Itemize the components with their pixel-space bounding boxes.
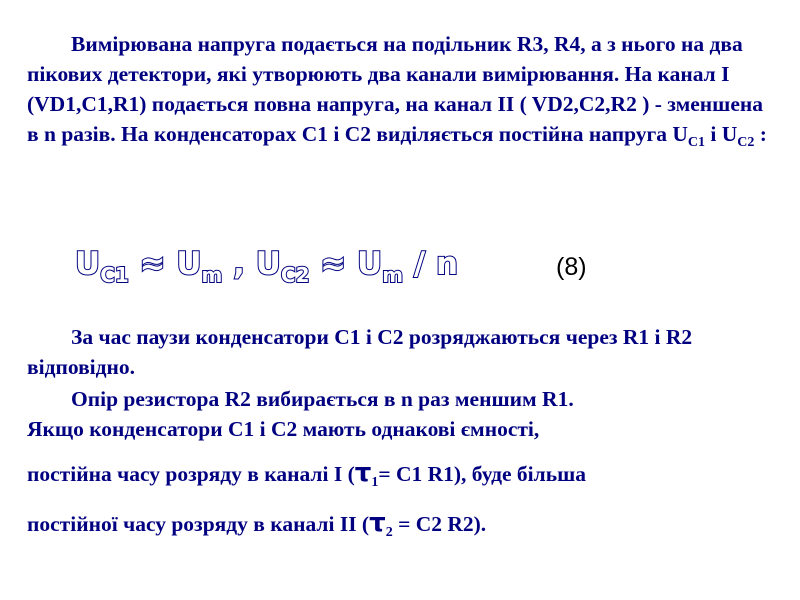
tau1-text-a: постійна часу розряду в каналі I ( [27, 462, 355, 486]
formula-sub-m-2: m [382, 263, 404, 287]
intro-text: Вимірювана напруга подається на подільник R3, R4, а з нього на два пікових детектори, які утворюють два канали вимірювання. На канал I (VD1,C1,R1) подається повна напруга, на канал II ( VD2,C2,R2 ) - зменшена в n разів. На конденсаторах C1 і C2 виділяється постійна напруга U [27, 32, 764, 146]
formula-sub-c1: C1 [100, 263, 129, 287]
tau-symbol-1: τ [354, 458, 372, 488]
subscript-c2: C2 [737, 135, 755, 150]
paragraph-capacitors-line2 [27, 414, 777, 444]
tau-symbol-2: τ [369, 508, 386, 538]
tau-sub-1: 1 [371, 475, 379, 490]
intro-text-3: : [754, 122, 767, 146]
discharge-text: За час паузи конденсатори C1 і C2 розряджаються через R1 і R2 відповідно. [27, 325, 693, 379]
tau2-text-a: постійної часу розряду в каналі II ( [27, 512, 370, 536]
resistor-text: Опір резистора R2 вибирається в n раз меншим R1. [71, 387, 574, 411]
formula-tail: / n [403, 246, 459, 282]
formula-approx-um-2: ≈ U [309, 246, 383, 282]
paragraph-intro [27, 29, 777, 149]
paragraph-discharge [27, 322, 777, 382]
equation-number: (8) [556, 253, 587, 281]
capacitors-text: Якщо конденсатори C1 і C2 мають однакові ємності, [27, 417, 540, 441]
tau1-text-b: = C1 R1), буде більша [378, 462, 586, 486]
formula-mid: , U [222, 246, 281, 282]
formula-8 [75, 244, 459, 287]
paragraph-tau1-line [27, 458, 777, 489]
formula-approx-um: ≈ U [128, 246, 202, 282]
formula-sub-m: m [201, 263, 223, 287]
formula-sub-c2: C2 [280, 263, 310, 287]
tau2-text-b: = C2 R2). [392, 512, 487, 536]
paragraph-tau2-line [27, 508, 777, 539]
subscript-c1: C1 [687, 135, 706, 150]
formula-u: U [75, 246, 101, 282]
paragraph-resistor-line1 [27, 384, 777, 414]
intro-text-2: і U [705, 122, 738, 146]
tau-sub-2: 2 [385, 525, 393, 540]
